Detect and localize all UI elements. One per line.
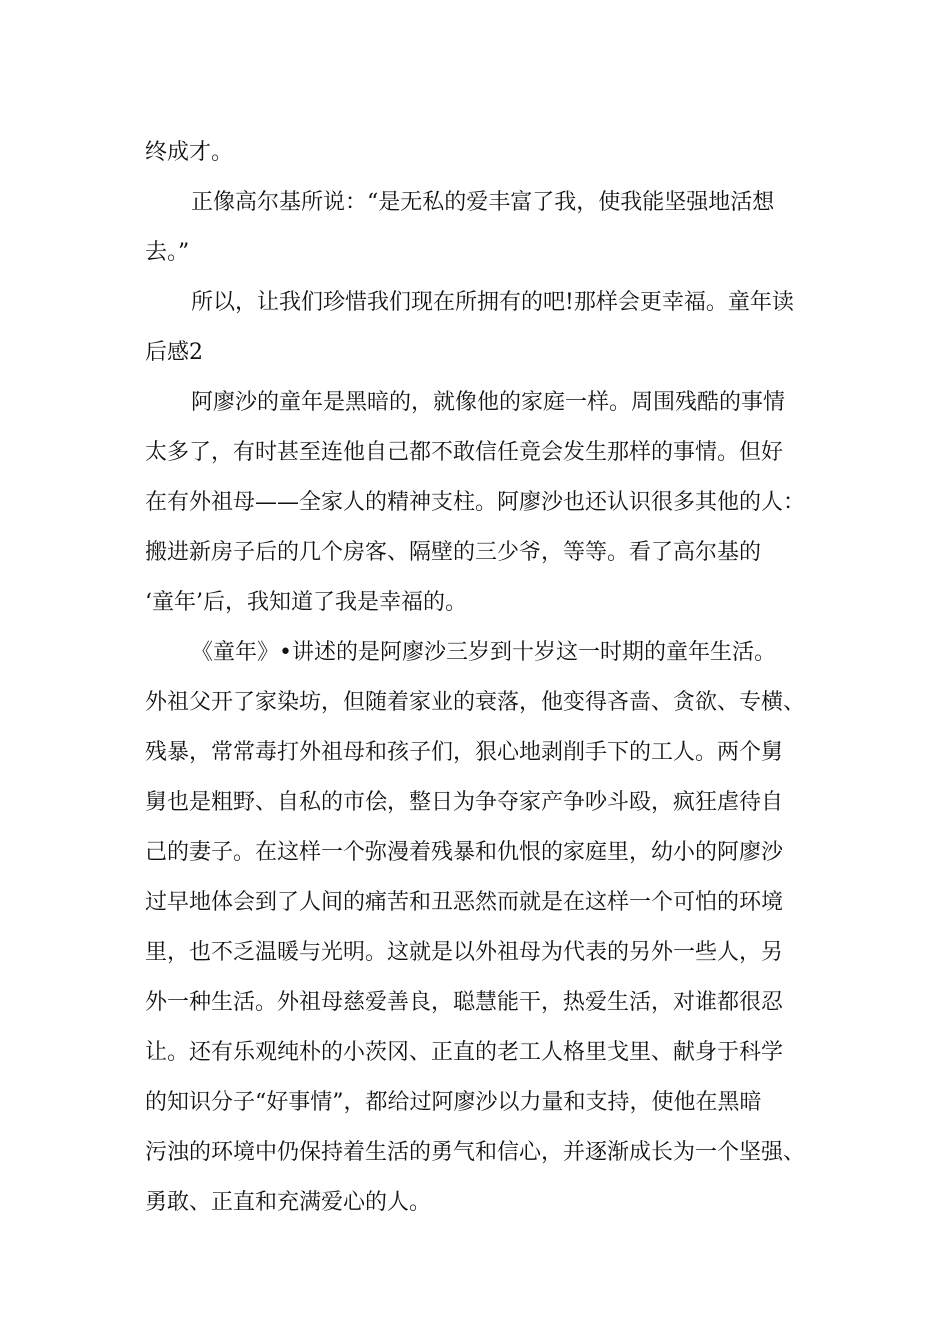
text-line: 外祖父开了家染坊，但随着家业的衰落，他变得吝啬、贪欲、专横、 [145, 690, 806, 715]
text-line: 在有外祖母——全家人的精神支柱。阿廖沙也还认识很多其他的人： [145, 490, 806, 515]
text-line: ‘童年’后，我知道了我是幸福的。 [145, 590, 467, 615]
text-line: 后感2 [145, 340, 203, 365]
text-line: 过早地体会到了人间的痛苦和丑恶然而就是在这样一个可怕的环境 [145, 890, 784, 915]
text-line: 让。还有乐观纯朴的小茨冈、正直的老工人格里戈里、献身于科学 [145, 1040, 784, 1065]
text-line: 所以，让我们珍惜我们现在所拥有的吧!那样会更幸福。童年读 [191, 290, 794, 315]
text-line: 阿廖沙的童年是黑暗的，就像他的家庭一样。周围残酷的事情 [191, 390, 786, 415]
text-line: 正像高尔基所说：“是无私的爱丰富了我，使我能坚强地活想 [191, 190, 775, 215]
text-line: 《童年》•讲述的是阿廖沙三岁到十岁这一时期的童年生活。 [191, 640, 776, 665]
text-line: 的知识分子“好事情”，都给过阿廖沙以力量和支持，使他在黑暗 [145, 1090, 762, 1115]
text-line: 终成才。 [145, 140, 234, 165]
text-line: 去。” [145, 240, 190, 265]
text-line: 搬进新房子后的几个房客、隔壁的三少爷，等等。看了高尔基的 [145, 540, 762, 565]
text-line: 残暴，常常毒打外祖母和孩子们，狠心地剥削手下的工人。两个舅 [145, 740, 784, 765]
text-line: 污浊的环境中仍保持着生活的勇气和信心，并逐渐成长为一个坚强、 [145, 1140, 806, 1165]
text-line: 里，也不乏温暖与光明。这就是以外祖母为代表的另外一些人，另 [145, 940, 784, 965]
text-line: 勇敢、正直和充满爱心的人。 [145, 1190, 432, 1215]
document-body [145, 128, 825, 1228]
text-line: 外一种生活。外祖母慈爱善良，聪慧能干，热爱生活，对谁都很忍 [145, 990, 784, 1015]
text-line: 舅也是粗野、自私的市侩，整日为争夺家产争吵斗殴，疯狂虐待自 [145, 790, 784, 815]
text-line: 太多了，有时甚至连他自己都不敢信任竟会发生那样的事情。但好 [145, 440, 784, 465]
text-line: 己的妻子。在这样一个弥漫着残暴和仇恨的家庭里，幼小的阿廖沙 [145, 840, 784, 865]
